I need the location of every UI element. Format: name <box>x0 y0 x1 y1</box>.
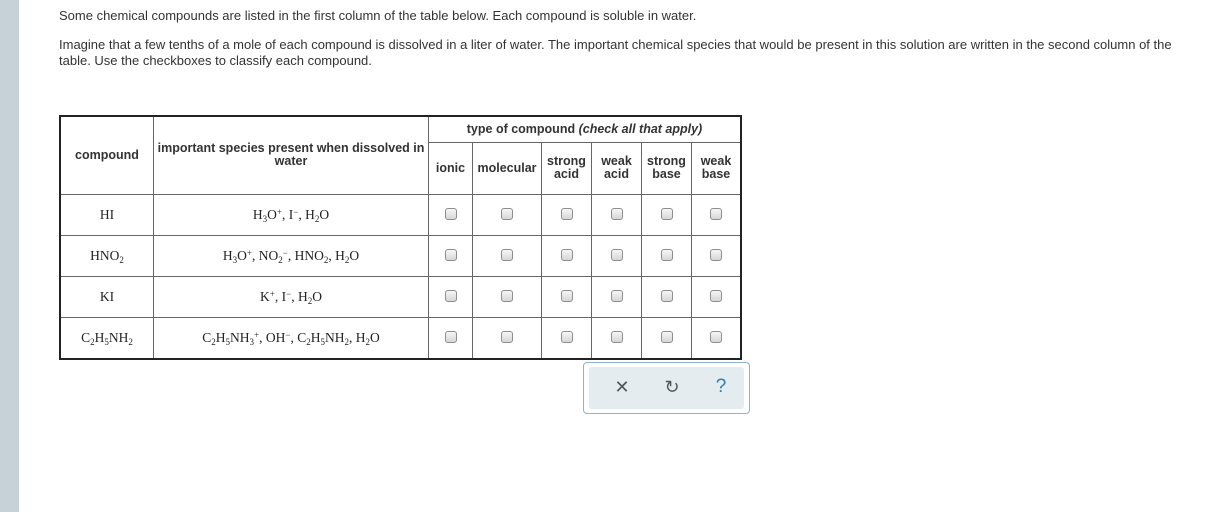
answer-toolbar-inner <box>589 367 744 409</box>
species-c2h5nh2: $C_2H_5NH_3^+$, OH−, $C_2H_5NH_2$, $H_2O$ <box>154 317 429 359</box>
instruction-line-2: Imagine that a few tenths of a mole of each compound is dissolved in a liter of water. The important chemical species that would be present in this solution are written in the second column of the table. Use the checkboxes to classify each compound. <box>59 37 1172 68</box>
checkbox-c2h5nh2-weak-base[interactable] <box>710 331 722 343</box>
clear-icon[interactable]: ✕ <box>614 377 630 397</box>
checkbox-ki-weak-acid[interactable] <box>611 290 623 302</box>
checkbox-hi-strong-base[interactable] <box>661 208 673 220</box>
col-header-weak-acid: weak acid <box>592 142 642 194</box>
checkbox-c2h5nh2-weak-acid[interactable] <box>611 331 623 343</box>
checkbox-hno2-weak-base[interactable] <box>710 249 722 261</box>
classification-table <box>59 115 742 360</box>
instruction-line-1: Some chemical compounds are listed in the first column of the table below. Each compound is soluble in water. <box>59 8 697 23</box>
compound-ki: KI <box>60 276 154 317</box>
checkbox-ki-ionic[interactable] <box>445 290 457 302</box>
checkbox-hi-strong-acid[interactable] <box>561 208 573 220</box>
checkbox-c2h5nh2-ionic[interactable] <box>445 331 457 343</box>
header-type-note: (check all that apply) <box>578 121 703 136</box>
checkbox-ki-strong-base[interactable] <box>661 290 673 302</box>
help-icon[interactable]: ? <box>715 376 727 397</box>
species-ki: K+, I−, $H_2O$ <box>154 276 429 317</box>
compound-hi: HI <box>60 194 154 235</box>
species-hno2: $H_3O^+$, $NO_2^-$, $HNO_2$, $H_2O$ <box>154 235 429 276</box>
table-row-hi <box>60 194 741 235</box>
table-row-c2h5nh2 <box>60 317 741 359</box>
col-header-strong-acid: strong acid <box>542 142 592 194</box>
header-compound: compound <box>60 116 154 194</box>
compound-c2h5nh2: $C_2H_5NH_2$ <box>60 317 154 359</box>
compound-hno2: $HNO_2$ <box>60 235 154 276</box>
checkbox-ki-strong-acid[interactable] <box>561 290 573 302</box>
left-sidebar-strip <box>0 0 19 512</box>
undo-icon[interactable]: ↻ <box>664 377 680 397</box>
checkbox-c2h5nh2-strong-acid[interactable] <box>561 331 573 343</box>
checkbox-hi-weak-acid[interactable] <box>611 208 623 220</box>
col-header-ionic: ionic <box>429 142 473 194</box>
species-hi: $H_3O^+$, I−, $H_2O$ <box>154 194 429 235</box>
checkbox-hno2-weak-acid[interactable] <box>611 249 623 261</box>
checkbox-hno2-strong-acid[interactable] <box>561 249 573 261</box>
checkbox-c2h5nh2-molecular[interactable] <box>501 331 513 343</box>
checkbox-hno2-strong-base[interactable] <box>661 249 673 261</box>
header-type-of-compound <box>429 116 742 142</box>
checkbox-ki-weak-base[interactable] <box>710 290 722 302</box>
table-row-ki <box>60 276 741 317</box>
header-species: important species present when dissolved in water <box>154 116 429 194</box>
answer-toolbar <box>583 362 750 414</box>
checkbox-hi-molecular[interactable] <box>501 208 513 220</box>
col-header-molecular: molecular <box>473 142 542 194</box>
checkbox-hi-weak-base[interactable] <box>710 208 722 220</box>
checkbox-hno2-molecular[interactable] <box>501 249 513 261</box>
checkbox-hi-ionic[interactable] <box>445 208 457 220</box>
col-header-strong-base: strong base <box>642 142 692 194</box>
table-row-hno2 <box>60 235 741 276</box>
header-type-main: type of compound <box>466 121 576 136</box>
checkbox-hno2-ionic[interactable] <box>445 249 457 261</box>
checkbox-ki-molecular[interactable] <box>501 290 513 302</box>
col-header-weak-base: weak base <box>692 142 742 194</box>
checkbox-c2h5nh2-strong-base[interactable] <box>661 331 673 343</box>
